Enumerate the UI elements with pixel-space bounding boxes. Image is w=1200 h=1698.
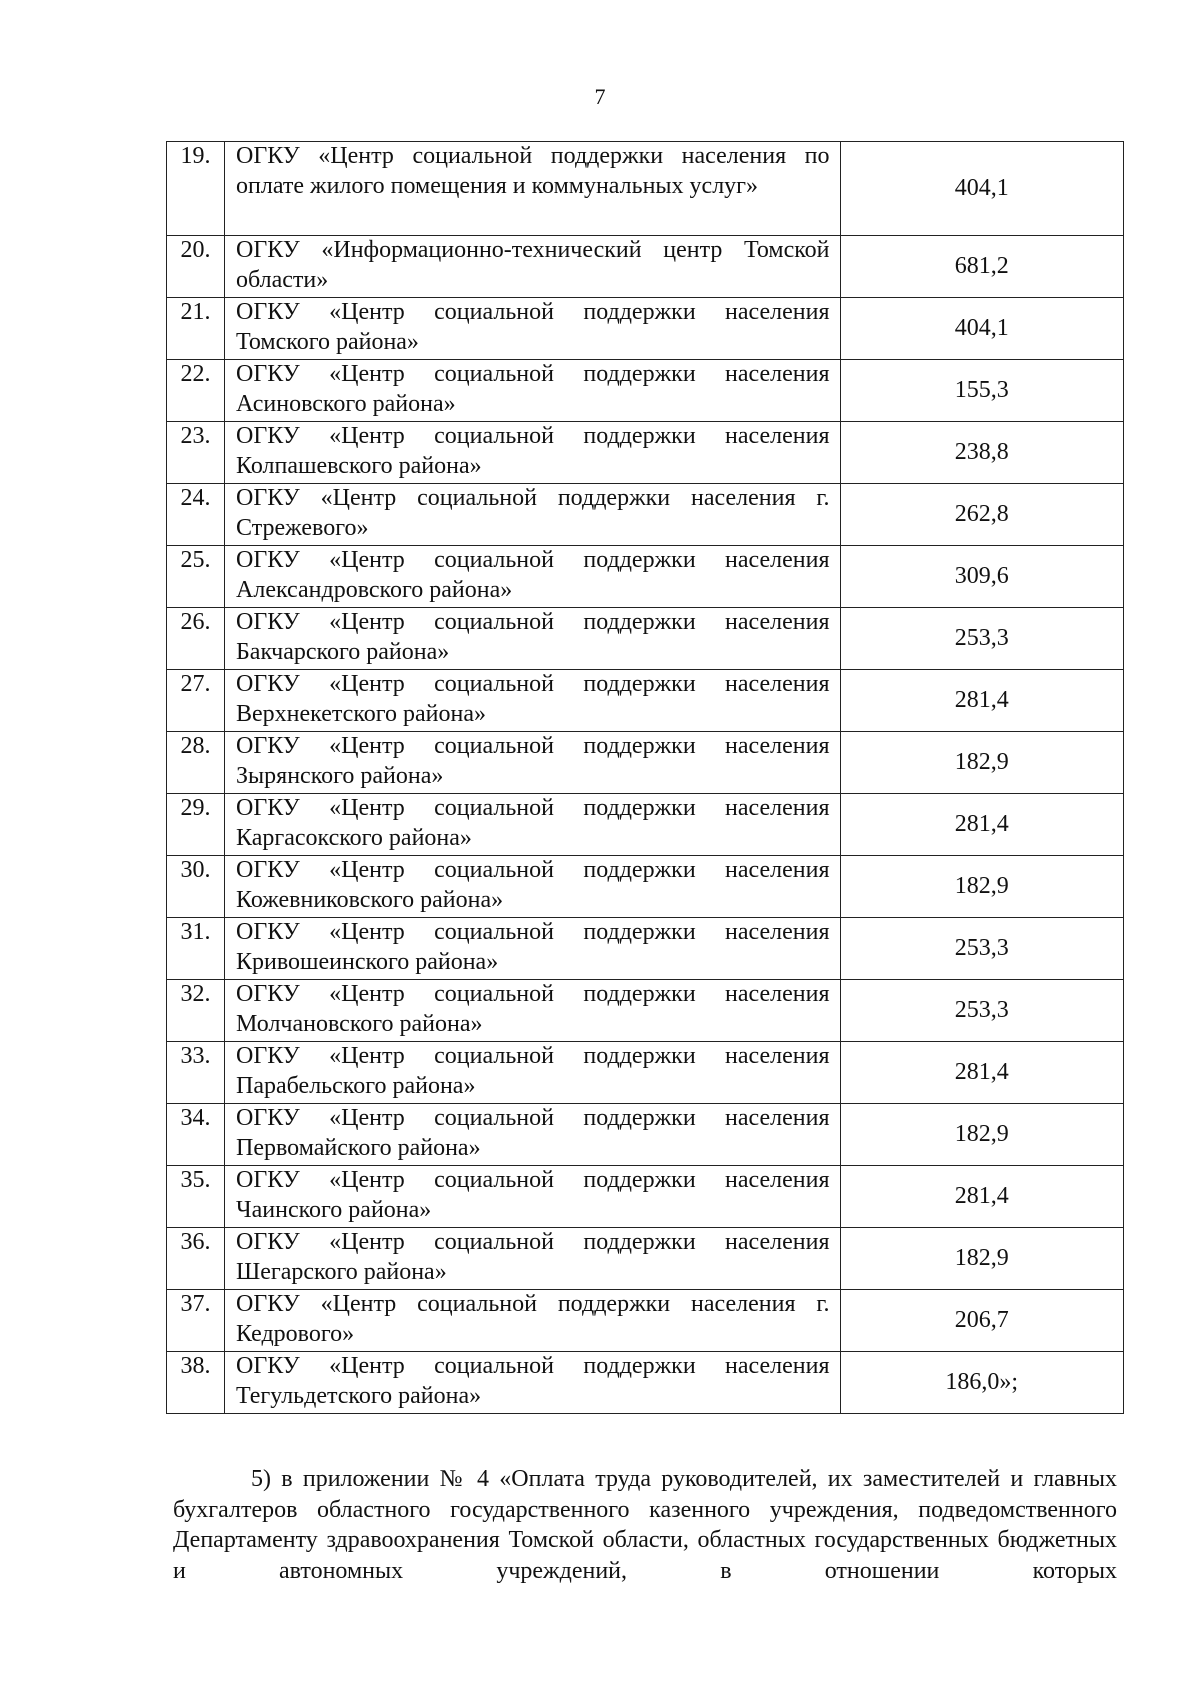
table-row (167, 608, 1124, 670)
table-row (167, 1228, 1124, 1290)
row-value: 262,8 (840, 484, 1123, 546)
row-value: 253,3 (840, 980, 1123, 1042)
page-number: 7 (594, 84, 606, 109)
institution-name: ОГКУ «Центр социальной поддержки населения Первомайского района» (225, 1104, 841, 1166)
row-number: 30. (167, 856, 225, 918)
table-row (167, 732, 1124, 794)
table-row (167, 298, 1124, 360)
row-value: 309,6 (840, 546, 1123, 608)
row-value: 281,4 (840, 1166, 1123, 1228)
body-paragraph: 5) в приложении № 4 «Оплата труда руководителей, их заместителей и главных бухгалтеров областного государственного казенного учреждения, подведомственного Департаменту здравоохранения Томской области, областных государственных бюджетных и автономных учреждений, в отношении которых (173, 1466, 1117, 1584)
row-number: 28. (167, 732, 225, 794)
row-value: 253,3 (840, 608, 1123, 670)
institution-name: ОГКУ «Центр социальной поддержки населения Колпашевского района» (225, 422, 841, 484)
row-number: 25. (167, 546, 225, 608)
row-number: 38. (167, 1352, 225, 1414)
row-number: 27. (167, 670, 225, 732)
table-row (167, 794, 1124, 856)
table-row (167, 236, 1124, 298)
institution-name: ОГКУ «Центр социальной поддержки населения Александровского района» (225, 546, 841, 608)
row-number: 26. (167, 608, 225, 670)
institution-name: ОГКУ «Центр социальной поддержки населения по оплате жилого помещения и коммунальных услуг» (225, 142, 841, 236)
institution-name: ОГКУ «Центр социальной поддержки населения Молчановского района» (225, 980, 841, 1042)
row-number: 36. (167, 1228, 225, 1290)
table-row (167, 1352, 1124, 1414)
row-number: 29. (167, 794, 225, 856)
row-value: 281,4 (840, 1042, 1123, 1104)
allocation-table (166, 141, 1124, 1414)
table-row (167, 918, 1124, 980)
institution-name: ОГКУ «Центр социальной поддержки населения Асиновского района» (225, 360, 841, 422)
row-number: 20. (167, 236, 225, 298)
institution-name: ОГКУ «Центр социальной поддержки населения Зырянского района» (225, 732, 841, 794)
institution-name: ОГКУ «Центр социальной поддержки населения Тегульдетского района» (225, 1352, 841, 1414)
table-row (167, 360, 1124, 422)
row-value: 404,1 (840, 298, 1123, 360)
table-row (167, 142, 1124, 236)
row-number: 37. (167, 1290, 225, 1352)
table-row (167, 1166, 1124, 1228)
institution-name: ОГКУ «Центр социальной поддержки населения Каргасокского района» (225, 794, 841, 856)
row-value: 238,8 (840, 422, 1123, 484)
institution-name: ОГКУ «Центр социальной поддержки населения Кривошеинского района» (225, 918, 841, 980)
institution-name: ОГКУ «Центр социальной поддержки населения Томского района» (225, 298, 841, 360)
institution-name: ОГКУ «Центр социальной поддержки населения Парабельского района» (225, 1042, 841, 1104)
row-number: 32. (167, 980, 225, 1042)
table-row (167, 980, 1124, 1042)
table-row (167, 1042, 1124, 1104)
table-body (167, 142, 1124, 1414)
row-number: 33. (167, 1042, 225, 1104)
row-number: 19. (167, 142, 225, 236)
row-value: 404,1 (840, 142, 1123, 236)
row-value: 281,4 (840, 794, 1123, 856)
institution-name: ОГКУ «Центр социальной поддержки населения г. Кедрового» (225, 1290, 841, 1352)
table-row (167, 1104, 1124, 1166)
institution-name: ОГКУ «Информационно-технический центр Томской области» (225, 236, 841, 298)
row-value: 186,0»; (840, 1352, 1123, 1414)
row-number: 31. (167, 918, 225, 980)
institution-name: ОГКУ «Центр социальной поддержки населения Кожевниковского района» (225, 856, 841, 918)
row-value: 681,2 (840, 236, 1123, 298)
institution-name: ОГКУ «Центр социальной поддержки населения Шегарского района» (225, 1228, 841, 1290)
institution-name: ОГКУ «Центр социальной поддержки населения г. Стрежевого» (225, 484, 841, 546)
row-number: 24. (167, 484, 225, 546)
row-value: 155,3 (840, 360, 1123, 422)
institution-name: ОГКУ «Центр социальной поддержки населения Бакчарского района» (225, 608, 841, 670)
table-row (167, 1290, 1124, 1352)
row-value: 182,9 (840, 1104, 1123, 1166)
row-value: 182,9 (840, 856, 1123, 918)
row-number: 35. (167, 1166, 225, 1228)
row-number: 22. (167, 360, 225, 422)
table-row (167, 546, 1124, 608)
table-row (167, 484, 1124, 546)
row-value: 182,9 (840, 1228, 1123, 1290)
table-row (167, 856, 1124, 918)
row-number: 21. (167, 298, 225, 360)
row-value: 253,3 (840, 918, 1123, 980)
table-row (167, 670, 1124, 732)
row-value: 182,9 (840, 732, 1123, 794)
table-row (167, 422, 1124, 484)
institution-name: ОГКУ «Центр социальной поддержки населения Верхнекетского района» (225, 670, 841, 732)
row-number: 23. (167, 422, 225, 484)
row-number: 34. (167, 1104, 225, 1166)
row-value: 281,4 (840, 670, 1123, 732)
institution-name: ОГКУ «Центр социальной поддержки населения Чаинского района» (225, 1166, 841, 1228)
row-value: 206,7 (840, 1290, 1123, 1352)
